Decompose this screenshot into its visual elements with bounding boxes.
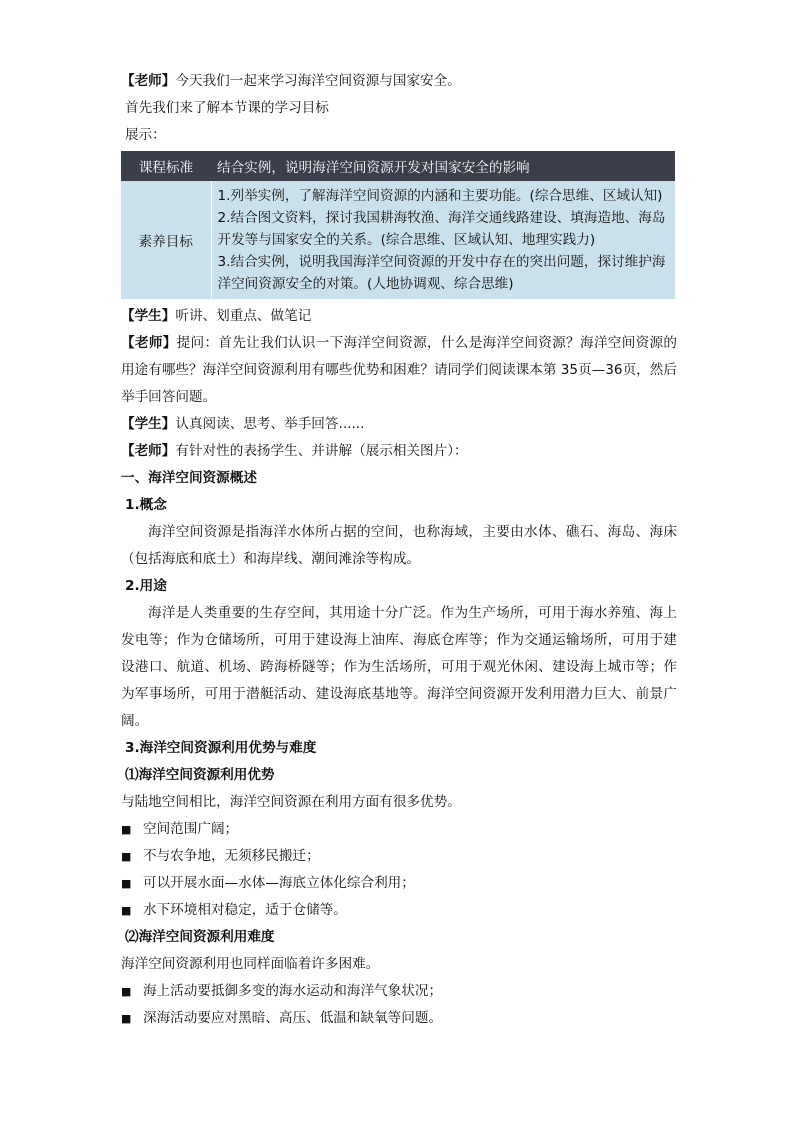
difficulty-intro: 海洋空间资源利用也同样面临着许多困难。 <box>121 956 380 972</box>
advantage-intro: 与陆地空间相比，海洋空间资源在利用方面有很多优势。 <box>121 794 461 810</box>
usage-paragraph: 海洋是人类重要的生存空间，其用途十分广泛。作为生产场所，可用于海水养殖、海上发电等；作为仓储场所，可用于建设海上油库、海底仓库等；作为交通运输场所，可用于建设港口、航道、机场、跨海桥隧等；作为生活场所，可用于观光休闲、建设海上城市等；作为军事场所，可用于潜艇活动、建设海底基地等。海洋空间资源开发利用潜力巨大、前景广阔。 <box>121 605 677 729</box>
teacher-intro-line <box>121 68 677 95</box>
course-standard-label: 课程标准 <box>121 151 211 181</box>
literacy-goal-item: 3.结合实例，说明我国海洋空间资源的开发中存在的突出问题，探讨维护海洋空间资源安全的对策。(人地协调观、综合思维) <box>217 254 666 292</box>
dialogue-text: 听讲、划重点、做笔记 <box>175 308 312 324</box>
list-item: ■ 深海活动要应对黑暗、高压、低温和缺氧等问题。 <box>121 1005 677 1032</box>
document-page <box>121 68 677 1032</box>
dialogue-line <box>121 303 677 330</box>
list-item: ■ 海上活动要抵御多变的海水运动和海洋气象状况； <box>121 978 677 1005</box>
teacher-intro-text: 今天我们一起来学习海洋空间资源与国家安全。 <box>175 73 461 89</box>
dialogue-text: 提问：首先让我们认识一下海洋空间资源，什么是海洋空间资源？海洋空间资源的用途有哪些？海洋空间资源利用有哪些优势和困难？请同学们阅读课本第 35页—36页，然后举手回答问题。 <box>121 335 678 405</box>
show-label: 展示： <box>125 127 166 143</box>
literacy-goal-label: 素养目标 <box>121 181 211 299</box>
subsection-heading: 3.海洋空间资源利用优势与难度 <box>125 740 317 756</box>
literacy-goal-item: 2.结合图文资料，探讨我国耕海牧渔、海洋交通线路建设、填海造地、海岛开发等与国家安全的关系。(综合思维、区域认知、地理实践力) <box>217 210 666 248</box>
difficulty-heading: ⑵海洋空间资源利用难度 <box>125 929 275 945</box>
course-standard-value: 结合实例，说明海洋空间资源开发对国家安全的影响 <box>211 151 675 181</box>
list-item: ■ 空间范围广阔； <box>121 816 677 843</box>
speaker-tag: 【学生】 <box>121 308 176 324</box>
square-bullet-icon: ■ <box>121 823 132 836</box>
square-bullet-icon: ■ <box>121 904 132 917</box>
dialogue-line <box>121 330 677 411</box>
dialogue-text: 认真阅读、思考、举手回答...... <box>175 416 365 432</box>
list-item: ■ 可以开展水面—水体—海底立体化综合利用； <box>121 870 677 897</box>
dialogue-line <box>121 438 677 465</box>
list-item: ■ 水下环境相对稳定，适于仓储等。 <box>121 897 677 924</box>
speaker-tag: 【学生】 <box>121 416 176 432</box>
square-bullet-icon: ■ <box>121 985 132 998</box>
list-item: ■ 不与农争地，无须移民搬迁； <box>121 843 677 870</box>
concept-paragraph: 海洋空间资源是指海洋水体所占据的空间，也称海域，主要由水体、礁石、海岛、海床（包括海底和底土）和海岸线、潮间滩涂等构成。 <box>121 524 677 567</box>
standards-table <box>121 151 675 299</box>
speaker-tag: 【老师】 <box>121 335 177 351</box>
table-row <box>121 181 675 299</box>
section-heading: 一、海洋空间资源概述 <box>121 470 257 486</box>
subsection-heading: 1.概念 <box>125 497 167 513</box>
square-bullet-icon: ■ <box>121 877 132 890</box>
speaker-tag: 【老师】 <box>121 73 176 89</box>
square-bullet-icon: ■ <box>121 850 132 863</box>
objective-intro-line: 首先我们来了解本节课的学习目标 <box>125 100 329 116</box>
dialogue-text: 有针对性的表扬学生、并讲解（展示相关图片）： <box>175 443 468 459</box>
advantage-heading: ⑴海洋空间资源利用优势 <box>125 767 275 783</box>
literacy-goal-list <box>211 181 675 299</box>
dialogue-line <box>121 411 677 438</box>
literacy-goal-item: 1.列举实例，了解海洋空间资源的内涵和主要功能。(综合思维、区域认知) <box>217 188 663 204</box>
square-bullet-icon: ■ <box>121 1012 132 1025</box>
speaker-tag: 【老师】 <box>121 443 176 459</box>
table-row <box>121 151 675 181</box>
subsection-heading: 2.用途 <box>125 578 167 594</box>
